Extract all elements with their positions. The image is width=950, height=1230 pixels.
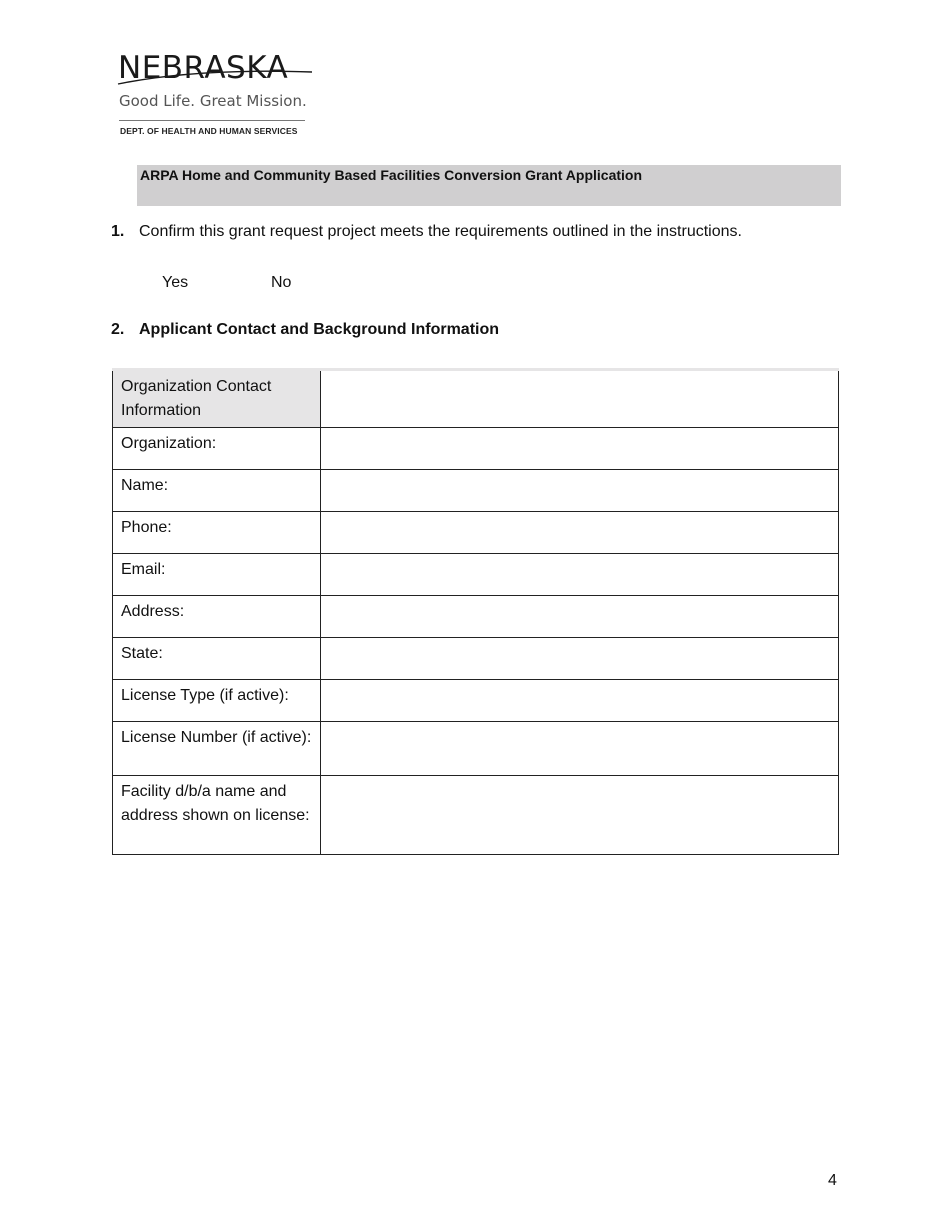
license-number-field[interactable] [321, 722, 839, 776]
email-field[interactable] [321, 554, 839, 596]
option-no[interactable]: No [271, 274, 292, 291]
table-header-label: Organization Contact Information [113, 370, 321, 428]
name-field[interactable] [321, 470, 839, 512]
phone-field[interactable] [321, 512, 839, 554]
license-type-field[interactable] [321, 680, 839, 722]
row-label-organization: Organization: [113, 428, 321, 470]
logo-wordmark: NEBRASKA [118, 50, 289, 86]
logo-swoosh-icon [116, 62, 316, 92]
table-header-value-cell [321, 370, 839, 428]
row-label-name: Name: [113, 470, 321, 512]
logo-tagline: Good Life. Great Mission. [119, 92, 307, 110]
nebraska-dhhs-logo [118, 50, 318, 140]
row-label-address: Address: [113, 596, 321, 638]
question-2 [111, 321, 499, 339]
document-title: ARPA Home and Community Based Facilities Conversion Grant Application [140, 167, 643, 183]
table-row [113, 428, 839, 470]
page-number: 4 [828, 1172, 837, 1189]
facility-dba-field[interactable] [321, 776, 839, 855]
question-2-text: Applicant Contact and Background Information [139, 321, 500, 338]
table-row [113, 596, 839, 638]
logo-divider [119, 120, 305, 121]
question-1-text: Confirm this grant request project meets the requirements outlined in the instructions. [139, 223, 742, 240]
row-label-license-number: License Number (if active): [113, 722, 321, 776]
row-label-email: Email: [113, 554, 321, 596]
table-row [113, 512, 839, 554]
row-label-facility-dba: Facility d/b/a name and address shown on license: [113, 776, 321, 855]
row-label-phone: Phone: [113, 512, 321, 554]
document-title-bar [137, 165, 841, 206]
table-row [113, 776, 839, 855]
table-row [113, 554, 839, 596]
organization-field[interactable] [321, 428, 839, 470]
table-row [113, 680, 839, 722]
address-field[interactable] [321, 596, 839, 638]
option-yes[interactable]: Yes [162, 274, 189, 291]
logo-department: DEPT. OF HEALTH AND HUMAN SERVICES [120, 126, 298, 136]
question-1 [111, 223, 742, 241]
table-row [113, 470, 839, 512]
row-label-state: State: [113, 638, 321, 680]
row-label-license-type: License Type (if active): [113, 680, 321, 722]
state-field[interactable] [321, 638, 839, 680]
contact-information-table [112, 368, 839, 855]
table-row [113, 722, 839, 776]
table-header-row [113, 370, 839, 428]
question-1-number: 1. [111, 223, 125, 240]
table-row [113, 638, 839, 680]
question-2-number: 2. [111, 321, 125, 338]
